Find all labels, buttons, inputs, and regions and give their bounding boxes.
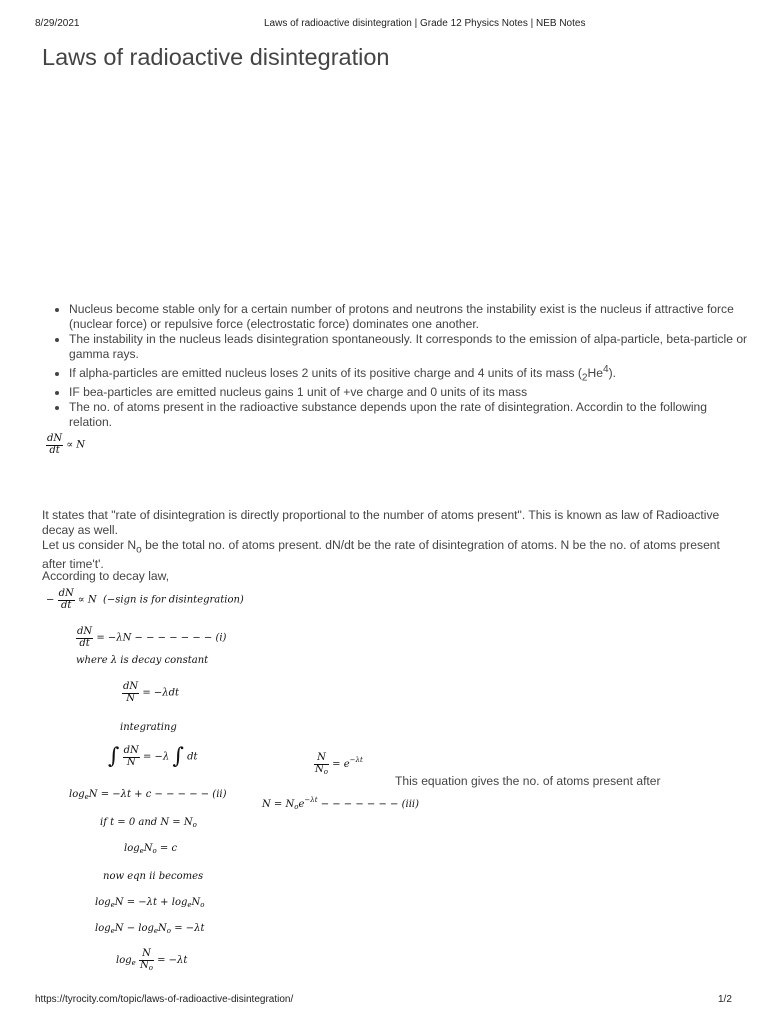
integral-sign: ∫ bbox=[172, 744, 184, 769]
frac-den: dt bbox=[79, 637, 90, 649]
integrating-label: integrating bbox=[120, 722, 177, 733]
exponent: −λt bbox=[349, 755, 363, 764]
equation-ratio-exponential bbox=[314, 753, 363, 776]
n-naught-subscript: o bbox=[200, 901, 205, 909]
propto-n: ∝ N bbox=[66, 439, 86, 451]
ratio-rhs: = e bbox=[332, 758, 350, 770]
equation-log-ratio bbox=[116, 949, 187, 972]
lambda-note: where λ is decay constant bbox=[76, 655, 209, 666]
equation-iii bbox=[262, 796, 419, 811]
bullet-stability: • Nucleus become stable only for a certain number of protons and neutrons the instability exist is the nucleus if attractive force (nuclear force) or repulsive force (electrostatic force) dominates one another. bbox=[69, 302, 749, 332]
frac-den bbox=[314, 765, 329, 776]
n-symbol: N bbox=[158, 923, 167, 934]
initial-condition bbox=[100, 817, 197, 829]
frac-num: dN bbox=[77, 626, 93, 637]
n-naught-subscript: o bbox=[294, 803, 299, 811]
n-naught-subscript: o bbox=[323, 767, 328, 776]
log-word: log bbox=[69, 789, 85, 800]
n-naught-subscript: o bbox=[148, 963, 153, 972]
log-base: e bbox=[153, 927, 159, 935]
constant-c: = c bbox=[156, 843, 178, 854]
frac-den bbox=[139, 961, 154, 972]
equation-iii-tail: − − − − − − − (iii) bbox=[317, 799, 419, 810]
article-title: Laws of radioactive disintegration bbox=[42, 44, 390, 70]
variables-definition bbox=[42, 538, 722, 572]
frac-num: N bbox=[314, 753, 329, 765]
log-ratio-end: = −λt bbox=[157, 954, 188, 966]
n-naught-subscript: o bbox=[192, 821, 197, 829]
frac-num: dN bbox=[123, 745, 139, 756]
equation-i-rhs: = −λN − − − − − − − (i) bbox=[96, 632, 227, 644]
frac-den: dt bbox=[60, 599, 72, 611]
equation-ii-rhs: N = −λt + c − − − − − (ii) bbox=[88, 789, 227, 800]
exp-base: e bbox=[298, 799, 305, 810]
frac-num: dN bbox=[123, 681, 139, 692]
n-symbol: N bbox=[191, 897, 201, 908]
variables-text-end: be the total no. of atoms present. dN/dt be the rate of disintegration of atoms. N be the no. of atoms present after time't'. bbox=[42, 538, 720, 572]
initial-condition-text: if t = 0 and N = N bbox=[100, 817, 193, 828]
integral-rhs: = −λ bbox=[143, 751, 170, 763]
source-url[interactable]: https://tyrocity.com/topic/laws-of-radioactive-disintegration/ bbox=[35, 994, 294, 1005]
helium-subscript: 2 bbox=[581, 372, 588, 384]
frac-den: dt bbox=[49, 444, 60, 456]
equation-integral bbox=[108, 746, 198, 768]
frac-den: N bbox=[126, 692, 135, 704]
minus-sign: − bbox=[46, 594, 55, 606]
frac-num: dN bbox=[47, 433, 63, 444]
n-symbol: N bbox=[143, 843, 153, 854]
bullet-relation: • The no. of atoms present in the radioactive substance depends upon the rate of disintegration. Accordin to the following relation. bbox=[69, 400, 749, 430]
decay-law-intro: According to decay law, bbox=[42, 569, 170, 583]
bullet-beta: • IF bea-particles are emitted nucleus gains 1 unit of +ve charge and 0 units of its mass bbox=[69, 385, 749, 400]
substituted-mid: N = −λt + log bbox=[114, 897, 188, 908]
log-base: e bbox=[131, 958, 136, 967]
rearranged-end: = −λt bbox=[171, 923, 205, 934]
equation-decay-law bbox=[46, 589, 244, 611]
exponent: −λt bbox=[304, 796, 318, 804]
helium-superscript: 4 bbox=[602, 364, 609, 375]
log-base: e bbox=[110, 901, 115, 909]
equation-i bbox=[76, 627, 226, 649]
log-base: e bbox=[187, 901, 192, 909]
bullet-alpha-text: If alpha-particles are emitted nucleus loses 2 units of its positive charge and 4 units of its mass ( bbox=[69, 366, 582, 381]
rearranged-mid: N − log bbox=[114, 923, 154, 934]
frac-num: dN bbox=[58, 588, 74, 599]
equation-substituted bbox=[95, 897, 204, 909]
n-naught-subscript: o bbox=[136, 544, 142, 556]
equation-rearranged bbox=[95, 923, 205, 935]
equation-proportional bbox=[46, 434, 85, 456]
bullet-alpha-end: ). bbox=[608, 366, 616, 381]
equation-iii-lhs: N = N bbox=[262, 799, 295, 810]
log-base: e bbox=[84, 793, 89, 801]
bullet-list bbox=[50, 302, 749, 430]
frac-num: N bbox=[139, 949, 154, 961]
n-naught-subscript: o bbox=[166, 927, 172, 935]
side-text: This equation gives the no. of atoms present after bbox=[395, 774, 661, 788]
sign-note: (−sign is for disintegration) bbox=[102, 594, 244, 606]
log-word: log bbox=[95, 897, 111, 908]
constant-equation bbox=[124, 843, 177, 855]
equation-ii bbox=[69, 789, 227, 801]
variables-text: Let us consider N bbox=[42, 538, 137, 552]
page-number: 1/2 bbox=[718, 994, 732, 1005]
n-symbol: N bbox=[139, 959, 149, 971]
log-base: e bbox=[110, 927, 115, 935]
print-date: 8/29/2021 bbox=[35, 18, 80, 29]
equation-separated bbox=[122, 682, 179, 704]
integral-sign: ∫ bbox=[108, 744, 120, 769]
law-statement: It states that "rate of disintegration is directly proportional to the number of atoms present". This is known as law of Radioactive decay as well. bbox=[42, 508, 720, 537]
integral-dt: dt bbox=[187, 751, 198, 763]
bullet-alpha bbox=[69, 362, 749, 385]
frac-den: N bbox=[126, 756, 136, 768]
log-word: log bbox=[116, 954, 132, 966]
helium-symbol: He bbox=[587, 366, 603, 381]
log-word: log bbox=[124, 843, 140, 854]
log-word: log bbox=[95, 923, 111, 934]
separated-rhs: = −λdt bbox=[142, 687, 180, 699]
propto-n: ∝ N bbox=[77, 594, 97, 606]
now-eqn-note: now eqn ii becomes bbox=[103, 871, 204, 882]
print-page-title: Laws of radioactive disintegration | Grade 12 Physics Notes | NEB Notes bbox=[264, 18, 586, 29]
bullet-instability: • The instability in the nucleus leads disintegration spontaneously. It corresponds to the emission of alpa-particle, beta-particle or gamma rays. bbox=[69, 332, 749, 362]
log-base: e bbox=[139, 847, 144, 855]
n-symbol: N bbox=[315, 763, 324, 775]
n-naught-subscript: o bbox=[152, 847, 157, 855]
